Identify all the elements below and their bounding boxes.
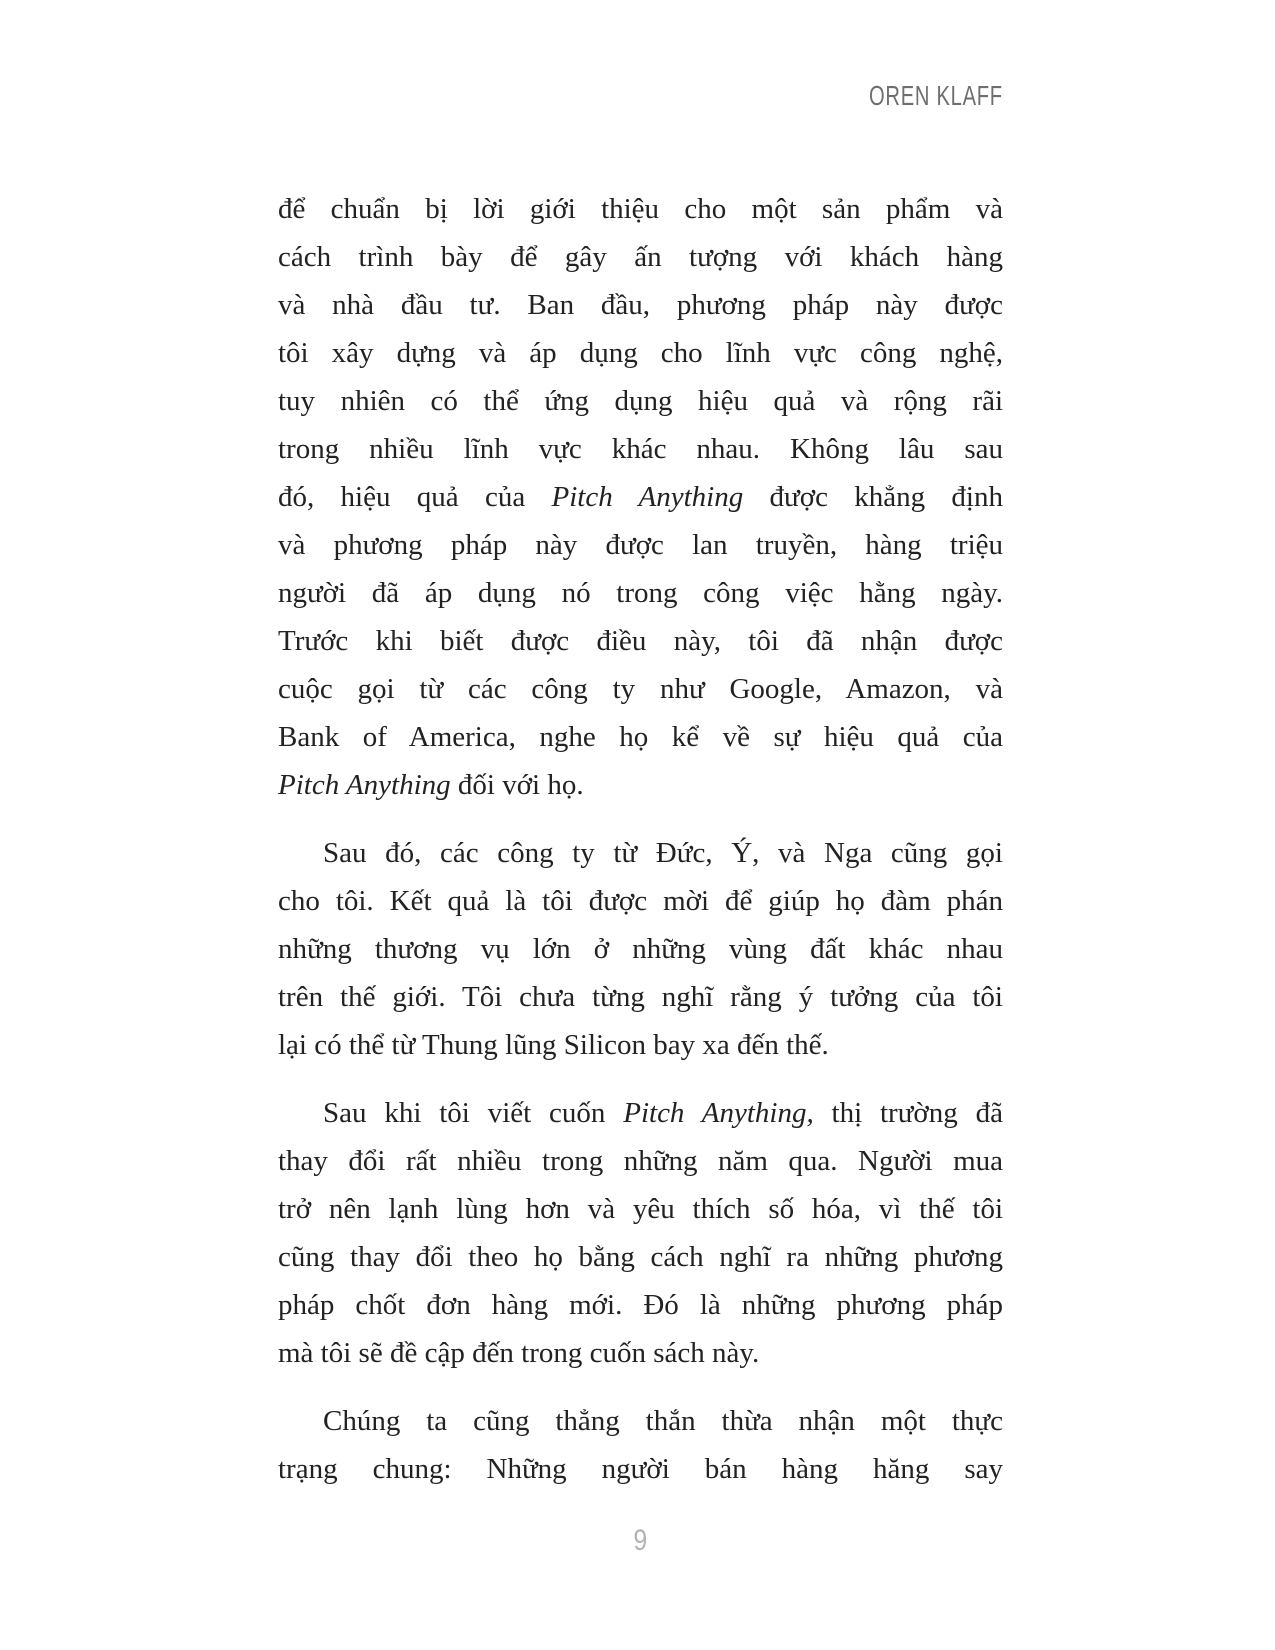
text-line xyxy=(278,829,1003,877)
text-line xyxy=(278,1233,1003,1281)
text-line xyxy=(278,1397,1003,1445)
text-line xyxy=(278,425,1003,473)
text-line xyxy=(278,617,1003,665)
running-header-author: OREN KLAFF xyxy=(869,80,1003,111)
text-segment: cho tôi. Kết quả là tôi được mời để giúp họ đàm phán xyxy=(278,885,1003,917)
text-segment: và phương pháp này được lan truyền, hàng triệu xyxy=(278,529,1003,561)
text-line xyxy=(278,1021,1003,1069)
paragraph xyxy=(278,829,1003,1069)
text-segment: người đã áp dụng nó trong công việc hằng ngày. xyxy=(278,577,1003,609)
text-segment: đó, hiệu quả của xyxy=(278,481,552,513)
text-line xyxy=(278,1185,1003,1233)
text-segment: pháp chốt đơn hàng mới. Đó là những phương pháp xyxy=(278,1289,1003,1321)
text-segment: thị trường đã xyxy=(813,1097,1003,1129)
text-line xyxy=(278,761,1003,809)
text-segment: và nhà đầu tư. Ban đầu, phương pháp này được xyxy=(278,289,1003,321)
text-segment: trạng chung: Những người bán hàng hăng say xyxy=(278,1453,1003,1485)
text-line xyxy=(278,1445,1003,1493)
text-segment: được khẳng định xyxy=(743,481,1003,513)
text-line xyxy=(278,569,1003,617)
page-number: 9 xyxy=(633,1524,648,1557)
text-line xyxy=(278,377,1003,425)
text-segment: trong nhiều lĩnh vực khác nhau. Không lâu sau xyxy=(278,433,1003,465)
text-segment: trên thế giới. Tôi chưa từng nghĩ rằng ý tưởng của tôi xyxy=(278,981,1003,1013)
text-segment: thay đổi rất nhiều trong những năm qua. Người mua xyxy=(278,1145,1003,1177)
text-segment: Bank of America, nghe họ kể về sự hiệu quả của xyxy=(278,721,1003,753)
text-segment: tuy nhiên có thể ứng dụng hiệu quả và rộng rãi xyxy=(278,385,1003,417)
text-segment: lại có thể từ Thung lũng Silicon bay xa đến thế. xyxy=(278,1029,829,1061)
text-line xyxy=(278,1137,1003,1185)
body-text xyxy=(278,185,1003,1493)
text-line xyxy=(278,473,1003,521)
text-segment: cũng thay đổi theo họ bằng cách nghĩ ra những phương xyxy=(278,1241,1003,1273)
text-segment: mà tôi sẽ đề cập đến trong cuốn sách này. xyxy=(278,1337,760,1369)
running-header xyxy=(278,80,1003,112)
text-line xyxy=(278,925,1003,973)
text-line xyxy=(278,281,1003,329)
text-line xyxy=(278,973,1003,1021)
text-segment: những thương vụ lớn ở những vùng đất khác nhau xyxy=(278,933,1003,965)
text-line xyxy=(278,877,1003,925)
text-segment: tôi xây dựng và áp dụng cho lĩnh vực công nghệ, xyxy=(278,337,1003,369)
text-line xyxy=(278,233,1003,281)
text-segment: cách trình bày để gây ấn tượng với khách hàng xyxy=(278,241,1003,273)
text-segment: đối với họ. xyxy=(450,769,584,801)
text-segment: Sau đó, các công ty từ Đức, Ý, và Nga cũng gọi xyxy=(323,837,1003,869)
italic-text-segment: Pitch Anything xyxy=(551,481,744,513)
paragraph xyxy=(278,185,1003,809)
page-footer xyxy=(278,1524,1003,1558)
text-segment: trở nên lạnh lùng hơn và yêu thích số hóa, vì thế tôi xyxy=(278,1193,1003,1225)
italic-text-segment: Pitch Anything, xyxy=(623,1097,814,1129)
text-segment: Sau khi tôi viết cuốn xyxy=(323,1097,624,1129)
text-line xyxy=(278,185,1003,233)
italic-text-segment: Pitch Anything xyxy=(278,769,451,801)
text-segment: Chúng ta cũng thẳng thắn thừa nhận một thực xyxy=(323,1405,1003,1437)
text-line xyxy=(278,1089,1003,1137)
text-line xyxy=(278,665,1003,713)
text-line xyxy=(278,713,1003,761)
text-line xyxy=(278,521,1003,569)
text-line xyxy=(278,1329,1003,1377)
text-segment: cuộc gọi từ các công ty như Google, Amazon, và xyxy=(278,673,1003,705)
text-line xyxy=(278,329,1003,377)
paragraph xyxy=(278,1089,1003,1377)
text-line xyxy=(278,1281,1003,1329)
text-segment: Trước khi biết được điều này, tôi đã nhận được xyxy=(278,625,1003,657)
paragraph xyxy=(278,1397,1003,1493)
text-segment: để chuẩn bị lời giới thiệu cho một sản phẩm và xyxy=(278,193,1003,225)
